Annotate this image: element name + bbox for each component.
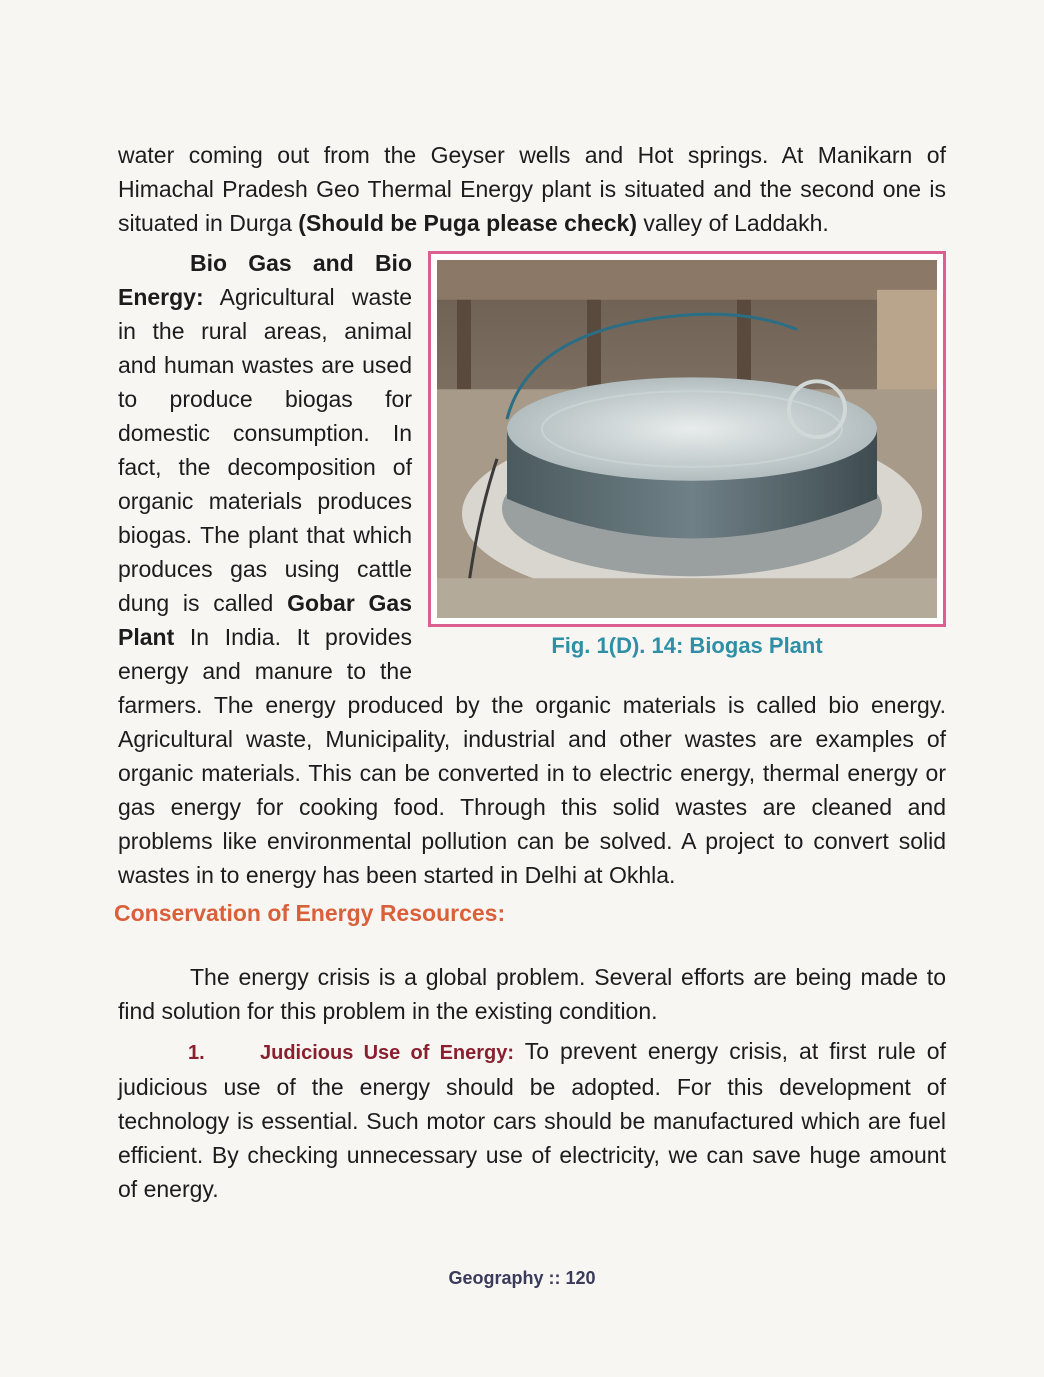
biogas-figure <box>428 251 946 661</box>
gobar-gas-term: Gobar Gas Plant <box>118 590 412 650</box>
list-item-title: Judicious Use of Energy: <box>260 1042 515 1064</box>
biogas-paragraph: Bio Gas and Bio Energy: Agricultural waste in the rural areas, animal and human wastes are used to produce biogas for domestic consumption. In fact, the decomposition of organic materials produces biogas. The plant that which produces gas using cattle dung is called Gobar Gas Plant In India. It provides energy and manure to the farmers. The energy produced by the organic materials is called bio energy. Agricultural waste, Municipality, industrial and other wastes are examples of organic materials. This can be converted in to electric energy, thermal energy or gas energy for cooking food. Through this solid wastes are cleaned and problems like environmental pollution can be solved. A project to convert solid wastes in to energy has been started in Delhi at Okhla. <box>118 250 946 888</box>
editor-note: (Should be Puga please check) <box>298 210 637 236</box>
photo-frame <box>428 251 946 627</box>
conservation-heading: Conservation of Energy Resources: <box>114 900 506 926</box>
biogas-section <box>118 246 946 892</box>
list-item <box>118 1034 946 1206</box>
page-content <box>114 138 946 1206</box>
biogas-plant-photo <box>437 260 937 618</box>
page-footer: Geography :: 120 <box>448 1268 596 1288</box>
continuation-paragraph: water coming out from the Geyser wells and Hot springs. At Manikarn of Himachal Pradesh Geo Thermal Energy plant is situated and the second one is situated in Durga (Should be Puga please check) valley of Laddakh. <box>118 142 946 236</box>
list-item-number: 1. <box>188 1042 205 1064</box>
conservation-paragraph: The energy crisis is a global problem. Several efforts are being made to find solution for this problem in the existing condition. <box>118 964 946 1024</box>
list-item-text: To prevent energy crisis, at first rule of judicious use of the energy should be adopted. For this development of technology is essential. Such motor cars should be manufactured which are fuel efficient. By checking unnecessary use of electricity, we can save huge amount of energy. <box>118 1038 946 1202</box>
figure-caption: Fig. 1(D). 14: Biogas Plant <box>551 633 823 658</box>
biogas-heading: Bio Gas and Bio Energy: <box>118 250 412 310</box>
